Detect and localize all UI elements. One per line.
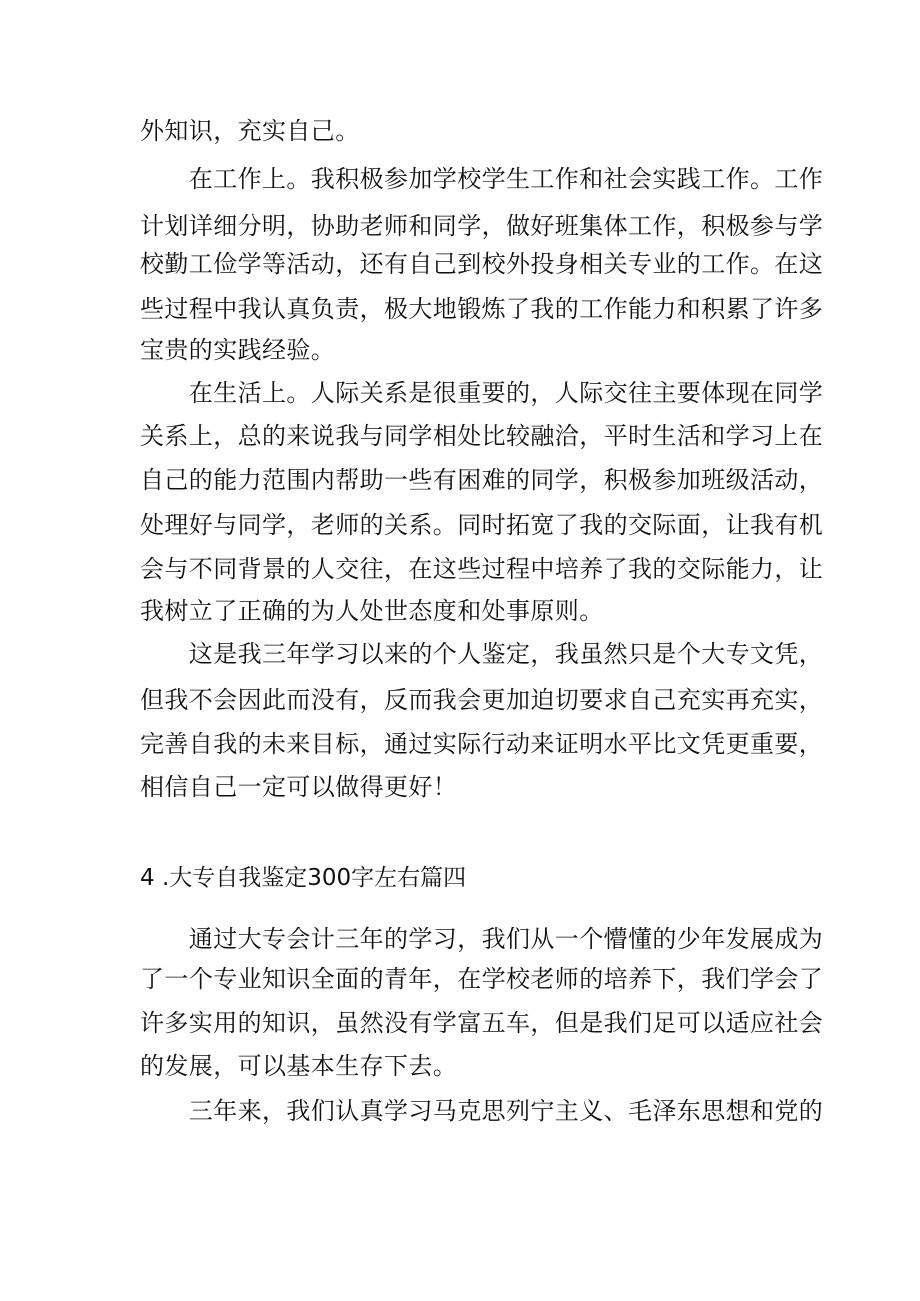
text-line: 处理好与同学，老师的关系。同时拓宽了我的交际面，让我有机 [140, 511, 824, 539]
text-line: 相信自己一定可以做得更好！ [140, 773, 458, 801]
text-line: 在生活上。人际关系是很重要的，人际交往主要体现在同学 [140, 379, 824, 407]
text-line: 完善自我的未来目标，通过实际行动来证明水平比文凭更重要， [140, 730, 824, 758]
text-line: 校勤工俭学等活动，还有自己到校外投身相关专业的工作。在这 [140, 250, 824, 278]
text-line: 计划详细分明，协助老师和同学，做好班集体工作，积极参与学 [140, 212, 824, 240]
text-line: 了一个专业知识全面的青年，在学校老师的培养下，我们学会了 [140, 965, 824, 993]
text-line: 我树立了正确的为人处世态度和处事原则。 [140, 597, 604, 625]
text-line: 外知识，充实自己。 [140, 117, 360, 145]
text-line: 许多实用的知识，虽然没有学富五车，但是我们足可以适应社会 [140, 1009, 824, 1037]
text-line: 但我不会因此而没有，反而我会更加迫切要求自己充实再充实， [140, 686, 824, 714]
text-line: 三年来，我们认真学习马克思列宁主义、毛泽东思想和党的 [140, 1097, 824, 1125]
text-line: 在工作上。我积极参加学校学生工作和社会实践工作。工作 [140, 165, 824, 193]
text-line: 自己的能力范围内帮助一些有困难的同学，积极参加班级活动， [140, 466, 824, 494]
text-line: 些过程中我认真负责，极大地锻炼了我的工作能力和积累了许多 [140, 295, 824, 323]
text-line: 的发展，可以基本生存下去。 [140, 1052, 458, 1080]
text-line: 会与不同背景的人交往，在这些过程中培养了我的交际能力，让 [140, 555, 824, 583]
section-heading: 4 .大专自我鉴定300字左右篇四 [140, 865, 467, 891]
text-line: 宝贵的实践经验。 [140, 336, 336, 364]
text-line: 通过大专会计三年的学习，我们从一个懵懂的少年发展成为 [140, 925, 824, 953]
text-line: 关系上，总的来说我与同学相处比较融洽，平时生活和学习上在 [140, 422, 824, 450]
text-line: 这是我三年学习以来的个人鉴定，我虽然只是个大专文凭， [140, 640, 824, 668]
